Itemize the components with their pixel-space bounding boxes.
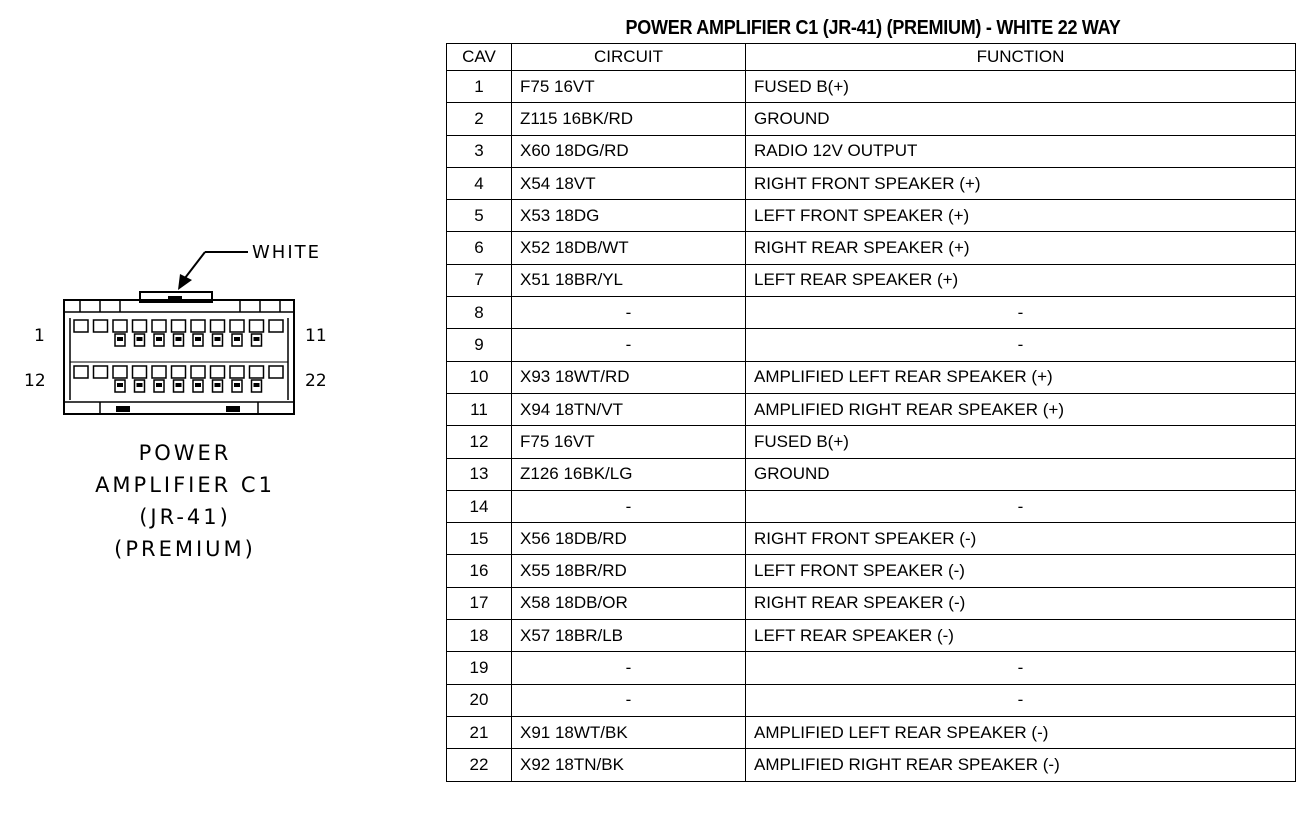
cell-function: GROUND — [746, 103, 1296, 135]
table-body — [447, 71, 1296, 782]
cell-function: LEFT FRONT SPEAKER (-) — [746, 555, 1296, 587]
cell-function: GROUND — [746, 458, 1296, 490]
cell-function: - — [746, 684, 1296, 716]
cell-function: RIGHT REAR SPEAKER (-) — [746, 587, 1296, 619]
cavity — [74, 366, 88, 378]
cell-circuit: X92 18TN/BK — [512, 749, 746, 781]
cell-function: FUSED B(+) — [746, 426, 1296, 458]
cell-function: LEFT REAR SPEAKER (-) — [746, 620, 1296, 652]
white-color-label: WHITE — [252, 242, 322, 263]
table-row — [447, 232, 1296, 264]
cavity — [250, 320, 264, 332]
cell-function: - — [746, 490, 1296, 522]
header-function: FUNCTION — [746, 44, 1296, 71]
cavity — [94, 320, 108, 332]
cell-function: RADIO 12V OUTPUT — [746, 135, 1296, 167]
cavity — [113, 366, 127, 378]
connector-name-line: AMPLIFIER C1 — [95, 473, 275, 497]
cell-function: AMPLIFIED RIGHT REAR SPEAKER (+) — [746, 393, 1296, 425]
cavity — [172, 320, 186, 332]
cell-cav: 14 — [447, 490, 512, 522]
cell-cav: 3 — [447, 135, 512, 167]
cell-cav: 17 — [447, 587, 512, 619]
table-row — [447, 490, 1296, 522]
cell-circuit: X60 18DG/RD — [512, 135, 746, 167]
cell-cav: 5 — [447, 200, 512, 232]
cell-cav: 4 — [447, 167, 512, 199]
cell-circuit: X58 18DB/OR — [512, 587, 746, 619]
cell-circuit: - — [512, 329, 746, 361]
cavity — [133, 366, 147, 378]
cell-circuit: Z115 16BK/RD — [512, 103, 746, 135]
cavity — [133, 320, 147, 332]
table-row — [447, 71, 1296, 103]
cell-cav: 6 — [447, 232, 512, 264]
table-row — [447, 329, 1296, 361]
cell-circuit: - — [512, 652, 746, 684]
cell-cav: 15 — [447, 523, 512, 555]
header-circuit: CIRCUIT — [512, 44, 746, 71]
cavity-row-bottom — [74, 366, 283, 392]
cavity — [250, 366, 264, 378]
cell-cav: 20 — [447, 684, 512, 716]
table-row — [447, 167, 1296, 199]
cell-cav: 9 — [447, 329, 512, 361]
cell-cav: 7 — [447, 264, 512, 296]
cell-function: RIGHT FRONT SPEAKER (+) — [746, 167, 1296, 199]
cavity — [269, 366, 283, 378]
table-row — [447, 716, 1296, 748]
cell-cav: 11 — [447, 393, 512, 425]
cell-cav: 8 — [447, 297, 512, 329]
cell-function: - — [746, 329, 1296, 361]
cell-cav: 2 — [447, 103, 512, 135]
cell-circuit: X56 18DB/RD — [512, 523, 746, 555]
cell-circuit: X57 18BR/LB — [512, 620, 746, 652]
cell-function: LEFT FRONT SPEAKER (+) — [746, 200, 1296, 232]
connector-body — [64, 300, 294, 414]
cell-cav: 21 — [447, 716, 512, 748]
pin-label-1: 1 — [34, 326, 45, 346]
cavity — [94, 366, 108, 378]
cavity-row-top — [74, 320, 283, 346]
table-row — [447, 297, 1296, 329]
cavity — [74, 320, 88, 332]
cell-cav: 18 — [447, 620, 512, 652]
table-header-row — [447, 44, 1296, 71]
table-row — [447, 652, 1296, 684]
cell-function: AMPLIFIED LEFT REAR SPEAKER (-) — [746, 716, 1296, 748]
table-row — [447, 620, 1296, 652]
cavity — [191, 366, 205, 378]
table-row — [447, 264, 1296, 296]
table-row — [447, 200, 1296, 232]
cell-circuit: X91 18WT/BK — [512, 716, 746, 748]
table-row — [447, 523, 1296, 555]
cell-circuit: X52 18DB/WT — [512, 232, 746, 264]
cell-function: RIGHT REAR SPEAKER (+) — [746, 232, 1296, 264]
cell-cav: 16 — [447, 555, 512, 587]
cell-function: LEFT REAR SPEAKER (+) — [746, 264, 1296, 296]
cell-function: AMPLIFIED RIGHT REAR SPEAKER (-) — [746, 749, 1296, 781]
cell-circuit: X93 18WT/RD — [512, 361, 746, 393]
cell-function: AMPLIFIED LEFT REAR SPEAKER (+) — [746, 361, 1296, 393]
cell-circuit: X53 18DG — [512, 200, 746, 232]
cavity — [191, 320, 205, 332]
cell-cav: 19 — [447, 652, 512, 684]
pin-label-12: 12 — [24, 371, 46, 391]
pin-label-22: 22 — [305, 371, 327, 391]
cell-cav: 22 — [447, 749, 512, 781]
cell-circuit: X51 18BR/YL — [512, 264, 746, 296]
table-row — [447, 135, 1296, 167]
cavity — [211, 366, 225, 378]
cavity — [230, 320, 244, 332]
table-row — [447, 426, 1296, 458]
table-row — [447, 684, 1296, 716]
table-row — [447, 393, 1296, 425]
table-title: POWER AMPLIFIER C1 (JR-41) (PREMIUM) - WHITE 22 WAY — [625, 17, 1121, 39]
cell-cav: 12 — [447, 426, 512, 458]
table-row — [447, 749, 1296, 781]
cavity — [230, 366, 244, 378]
connector-bottom-rail — [64, 402, 294, 414]
header-cav: CAV — [447, 44, 512, 71]
cavity — [152, 320, 166, 332]
white-arrow-icon — [178, 252, 248, 290]
cavity — [172, 366, 186, 378]
cell-function: FUSED B(+) — [746, 71, 1296, 103]
pin-label-11: 11 — [305, 326, 327, 346]
connector-name — [60, 437, 310, 565]
cell-function: RIGHT FRONT SPEAKER (-) — [746, 523, 1296, 555]
cell-circuit: Z126 16BK/LG — [512, 458, 746, 490]
pinout-table — [446, 43, 1296, 782]
cavity — [269, 320, 283, 332]
cell-circuit: - — [512, 490, 746, 522]
cell-circuit: X94 18TN/VT — [512, 393, 746, 425]
cell-cav: 1 — [447, 71, 512, 103]
cell-function: - — [746, 297, 1296, 329]
cavity — [152, 366, 166, 378]
cell-circuit: F75 16VT — [512, 426, 746, 458]
cell-cav: 13 — [447, 458, 512, 490]
table-row — [447, 103, 1296, 135]
connector-name-line: POWER — [138, 441, 232, 465]
cell-circuit: - — [512, 684, 746, 716]
cavity — [113, 320, 127, 332]
table-row — [447, 587, 1296, 619]
connector-name-line: (PREMIUM) — [114, 537, 256, 561]
table-row — [447, 361, 1296, 393]
cell-cav: 10 — [447, 361, 512, 393]
cell-circuit: X55 18BR/RD — [512, 555, 746, 587]
table-row — [447, 458, 1296, 490]
cavity — [211, 320, 225, 332]
table-row — [447, 555, 1296, 587]
cell-function: - — [746, 652, 1296, 684]
connector-name-line: (JR-41) — [139, 505, 231, 529]
cell-circuit: X54 18VT — [512, 167, 746, 199]
cell-circuit: F75 16VT — [512, 71, 746, 103]
cell-circuit: - — [512, 297, 746, 329]
